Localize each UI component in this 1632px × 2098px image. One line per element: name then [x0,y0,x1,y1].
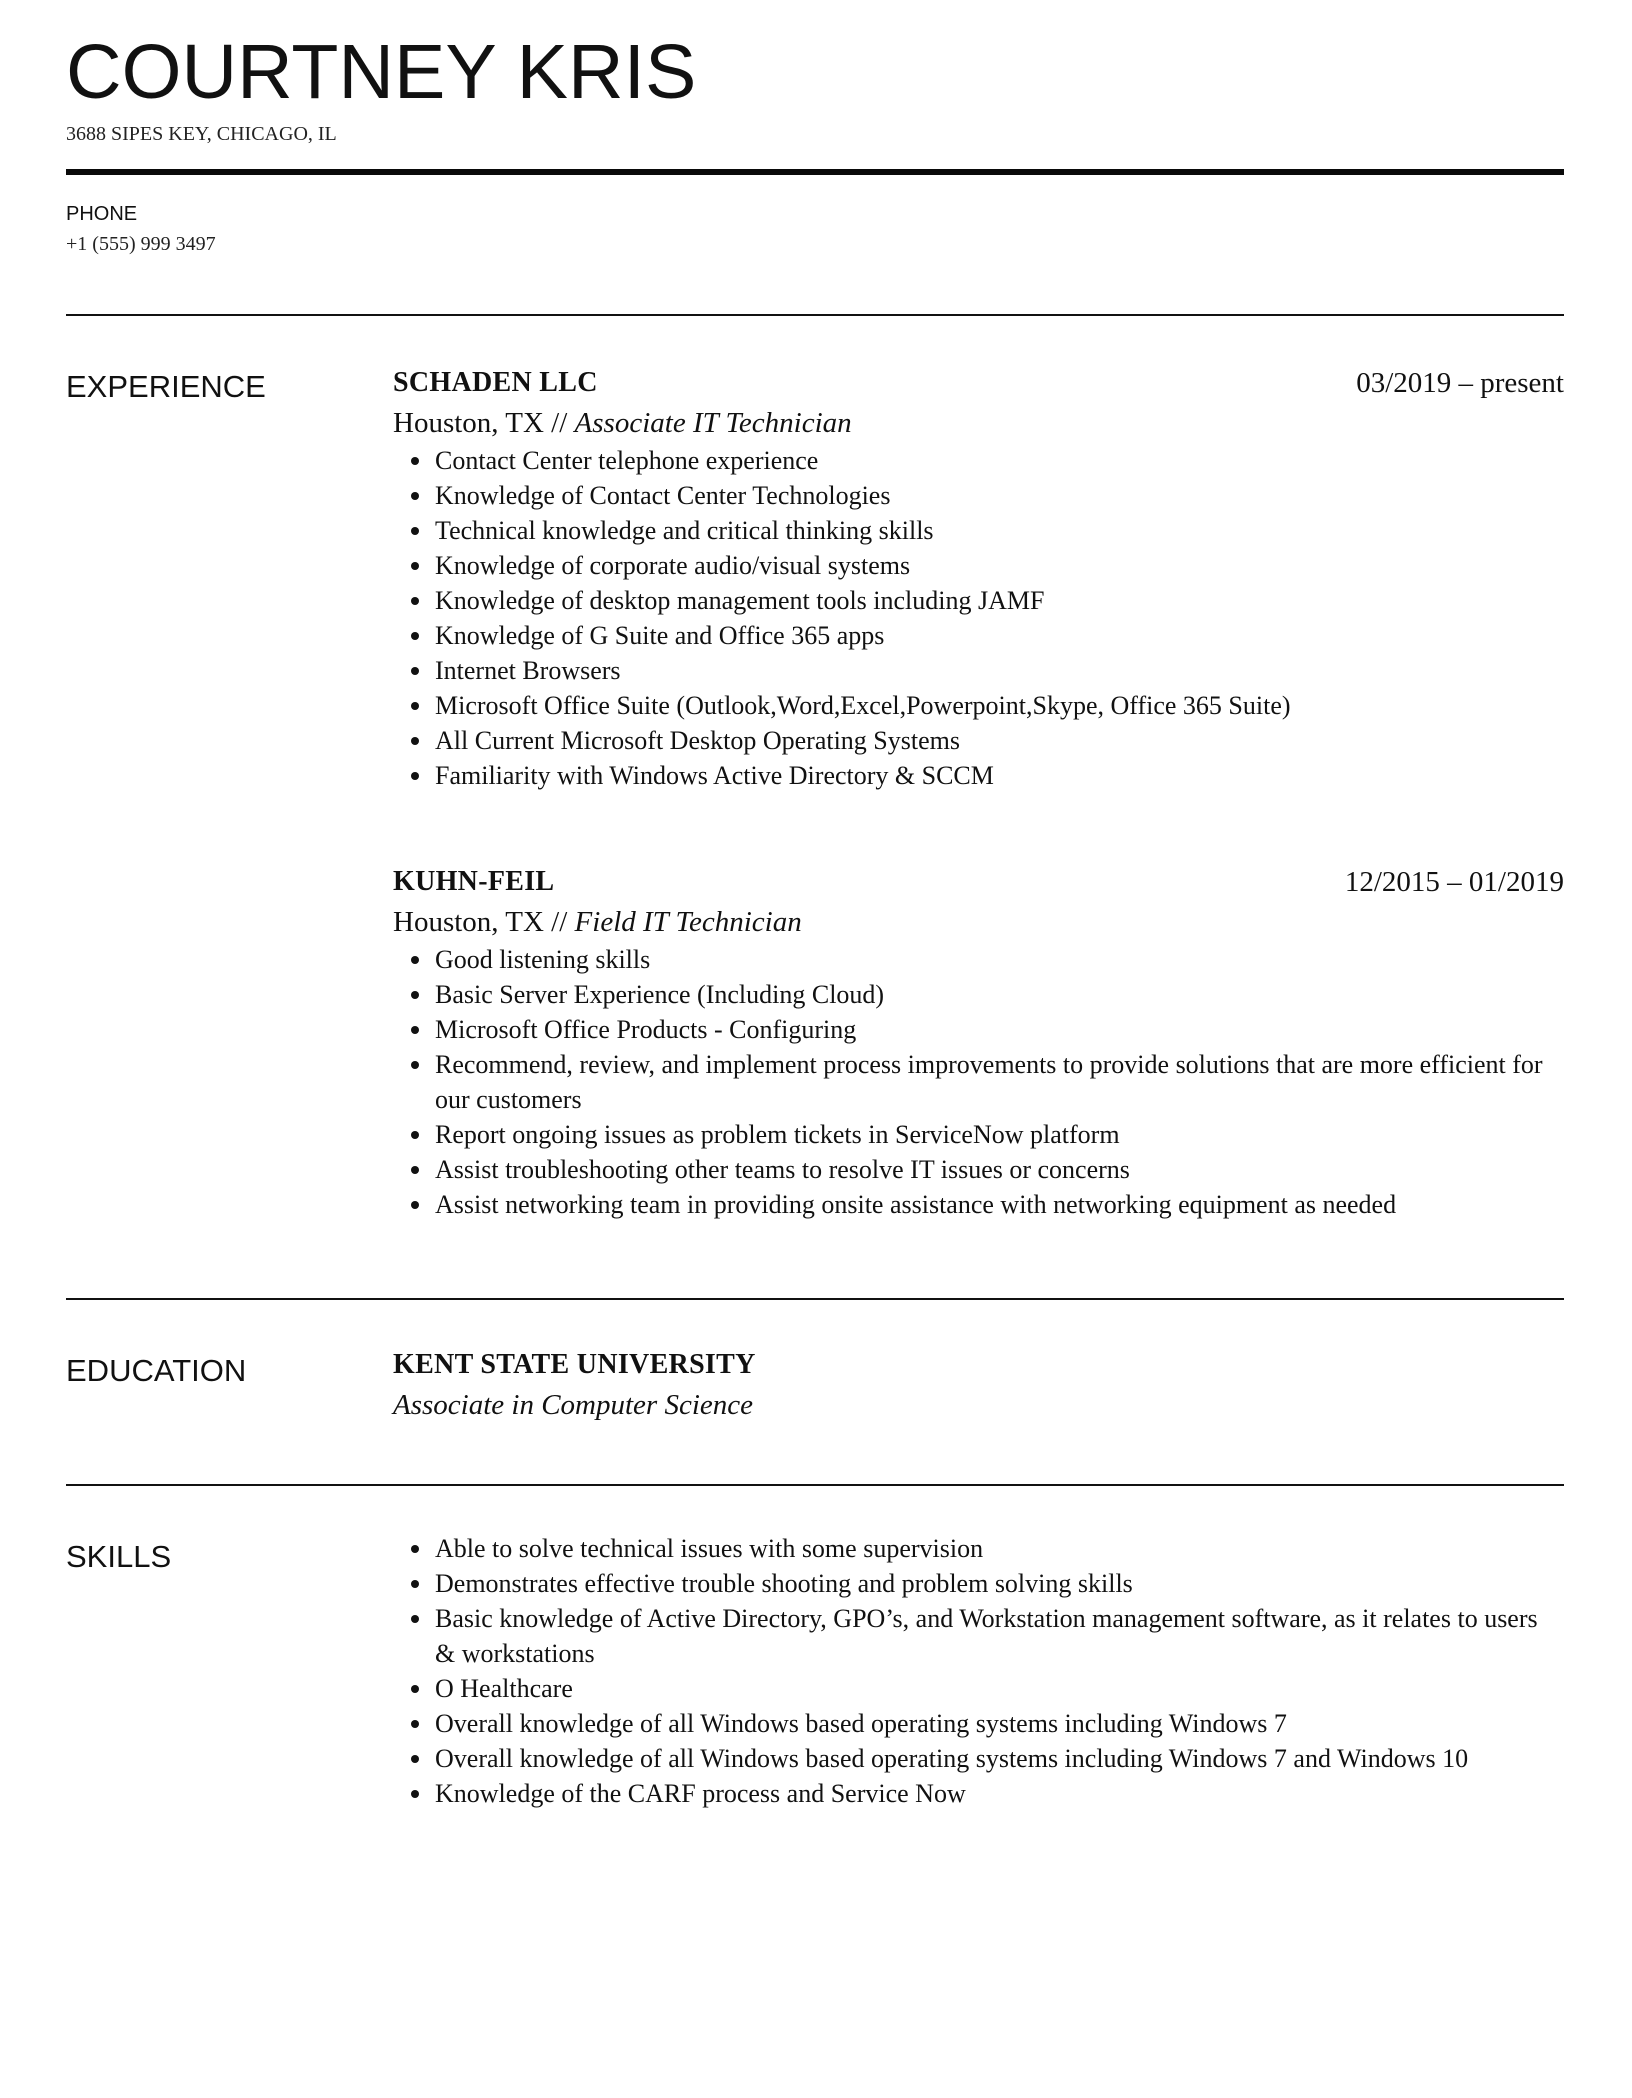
job-bullet: Basic Server Experience (Including Cloud) [393,977,1564,1012]
job-bullet: Contact Center telephone experience [393,443,1564,478]
job-role: Field IT Technician [574,906,802,938]
job-bullet: Technical knowledge and critical thinking skills [393,513,1564,548]
job-bullet: Report ongoing issues as problem tickets in ServiceNow platform [393,1117,1564,1152]
job-location-role [393,904,1564,940]
job-company: SCHADEN LLC [393,367,598,398]
skill-item: Overall knowledge of all Windows based operating systems including Windows 7 and Windows 10 [393,1741,1564,1776]
job-location-role [393,405,1564,441]
education-header [393,1347,1564,1383]
skill-item: Basic knowledge of Active Directory, GPO’s, and Workstation management software, as it relates to users & workstations [393,1601,1564,1671]
job-separator: // [551,407,568,439]
job-bullet: Assist networking team in providing onsite assistance with networking equipment as needed [393,1187,1564,1222]
skills-list [393,1531,1564,1811]
job-bullet: Microsoft Office Products - Configuring [393,1012,1564,1047]
job-bullet: Assist troubleshooting other teams to resolve IT issues or concerns [393,1152,1564,1187]
job-header [393,864,1564,900]
section-divider-education [66,1484,1564,1486]
skill-item: Demonstrates effective trouble shooting and problem solving skills [393,1566,1564,1601]
job-company: KUHN-FEIL [393,866,555,897]
job-bullet: Knowledge of corporate audio/visual systems [393,548,1564,583]
education-heading: EDUCATION [66,1353,247,1388]
section-divider-experience [66,1298,1564,1300]
job-role: Associate IT Technician [574,407,852,439]
job-dates: 12/2015 – 01/2019 [1344,866,1564,898]
phone-label: PHONE [66,203,138,225]
job-bullet: Internet Browsers [393,653,1564,688]
job-bullet-list [393,443,1564,793]
job-bullet: Knowledge of Contact Center Technologies [393,478,1564,513]
phone-number: +1 (555) 999 3497 [66,233,216,255]
section-divider-contact [66,314,1564,316]
job-bullet: Knowledge of desktop management tools including JAMF [393,583,1564,618]
job-location: Houston, TX [393,906,544,938]
skills-entry [393,1531,1564,1811]
job-separator: // [551,906,568,938]
job-bullet-list [393,942,1564,1222]
job-bullet: All Current Microsoft Desktop Operating Systems [393,723,1564,758]
education-entry [393,1347,1564,1423]
experience-heading: EXPERIENCE [66,369,266,404]
job-bullet: Good listening skills [393,942,1564,977]
job-location: Houston, TX [393,407,544,439]
job-bullet: Familiarity with Windows Active Directory & SCCM [393,758,1564,793]
candidate-name: COURTNEY KRIS [66,29,697,115]
job-bullet: Knowledge of G Suite and Office 365 apps [393,618,1564,653]
job-bullet: Recommend, review, and implement process improvements to provide solutions that are more efficient for our customers [393,1047,1564,1117]
job-header [393,365,1564,401]
candidate-address: 3688 SIPES KEY, CHICAGO, IL [66,123,337,145]
job-dates: 03/2019 – present [1356,367,1564,399]
skill-item: O Healthcare [393,1671,1564,1706]
education-degree: Associate in Computer Science [393,1389,753,1421]
skill-item: Knowledge of the CARF process and Service Now [393,1776,1564,1811]
header-divider [66,169,1564,175]
skill-item: Overall knowledge of all Windows based operating systems including Windows 7 [393,1706,1564,1741]
skills-heading: SKILLS [66,1539,172,1574]
job-entry [393,864,1564,1222]
education-school: KENT STATE UNIVERSITY [393,1349,756,1380]
job-bullet: Microsoft Office Suite (Outlook,Word,Excel,Powerpoint,Skype, Office 365 Suite) [393,688,1564,723]
skill-item: Able to solve technical issues with some supervision [393,1531,1564,1566]
job-entry [393,365,1564,793]
